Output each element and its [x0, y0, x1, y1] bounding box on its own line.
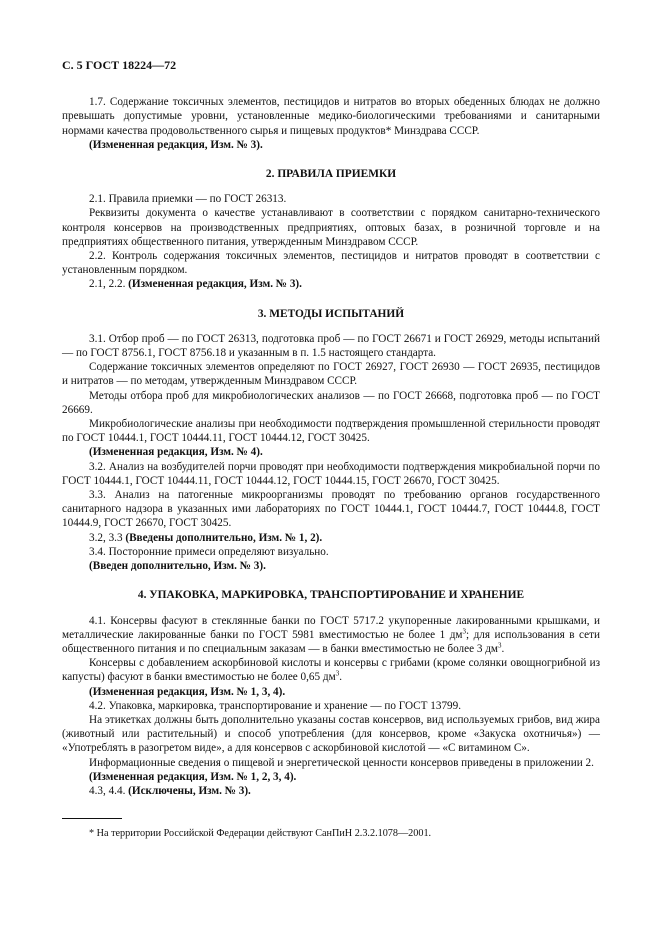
page-header: С. 5 ГОСТ 18224—72 [62, 58, 177, 72]
paragraph-3-1-sampling: Методы отбора проб для микробиологических анализов — по ГОСТ 26668, подготовка проб — по ГОСТ 26669. [62, 389, 600, 416]
paragraph-1-7: 1.7. Содержание токсичных элементов, пестицидов и нитратов во вторых обеденных блюдах не должно превышать допустимые уровни, установленные медико-биологическими требованиями и санитарными нормами качества продовольственного сырья и пищевых продуктов* Минздрава СССР. [62, 96, 600, 137]
amendment-note [62, 445, 600, 459]
amendment-text: (Измененная редакция, Изм. № 3). [89, 138, 263, 151]
paragraph-4-2-labels: На этикетках должны быть дополнительно указаны состав консервов, вид используемых грибов, вид жира (животный или растительный) и способ употребления (для консервов, кроме «Закуска охотничья») — «Употреблять в разогретом виде», а для консервов с аскорбиновой кислотой — «С витамином С». [62, 713, 600, 755]
paragraph-2-1-details: Реквизиты документа о качестве устанавливают в соответствии с порядком санитарно-технического контроля консервов на производственных предприятиях, оптовых базах, в розничной торговле и на предприятиях общественного питания, утвержденным Минздравом СССР. [62, 207, 600, 248]
paragraph-3-3: 3.3. Анализ на патогенные микроорганизмы проводят по требованию органов государственного санитарного надзора в указанных ими лабораториях по ГОСТ 10444.1, ГОСТ 10444.7, ГОСТ 10444.8, ГОСТ 10444.9, ГОСТ 26670, ГОСТ 30425. [62, 489, 600, 530]
paragraph-4-2: 4.2. Упаковка, маркировка, транспортирование и хранение — по ГОСТ 13799. [89, 699, 462, 712]
paragraph-3-1: 3.1. Отбор проб — по ГОСТ 26313, подготовка проб — по ГОСТ 26671 и ГОСТ 26929, методы испытаний — по ГОСТ 8756.1, ГОСТ 8756.18 и указанным в п. 1.5 настоящего стандарта. [62, 332, 600, 360]
clause-ref: 2.1, 2.2. [89, 278, 129, 291]
amendment-2-1-2-2 [62, 277, 600, 291]
paragraph-4-1-ascorbic [62, 656, 600, 684]
amendment-text: (Измененная редакция, Изм. № 3). [128, 278, 302, 291]
section-4-heading: 4. УПАКОВКА, МАРКИРОВКА, ТРАНСПОРТИРОВАНИЕ И ХРАНЕНИЕ [137, 589, 525, 602]
footnote-divider [62, 818, 122, 819]
paragraph-2-1: 2.1. Правила приемки — по ГОСТ 26313. [89, 193, 287, 206]
section-3-heading: 3. МЕТОДЫ ИСПЫТАНИЙ [257, 307, 405, 320]
paragraph-4-1 [62, 614, 600, 657]
footnote: * На территории Российской Федерации действуют СанПиН 2.3.2.1078—2001. [89, 828, 432, 840]
text-run: Консервы с добавлением аскорбиновой кислоты и консервы с грибами (кроме солянки овощногрибной из капусты) фасуют в банки вместимостью не более 0,65 дм [62, 657, 600, 684]
paragraph-2-2: 2.2. Контроль содержания токсичных элементов, пестицидов и нитратов проводят в соответствии с установленным порядком. [62, 250, 600, 277]
text-run: 4.1. Консервы фасуют в стеклянные банки по ГОСТ 5717.2 укупоренные лакированными крышками, и металлические лакированные банки по ГОСТ 5981 вместимостью не более 1 дм [62, 614, 600, 641]
amendment-note [62, 770, 600, 784]
paragraph-4-2-info: Информационные сведения о пищевой и энергетической ценности консервов приведены в приложении 2. [89, 756, 594, 769]
amendment-3-2-3-3 [62, 531, 600, 545]
amendment-text: (Введен дополнительно, Изм. № 3). [89, 560, 266, 573]
paragraph-3-4: 3.4. Посторонние примеси определяют визуально. [89, 545, 329, 558]
amendment-note [62, 138, 600, 152]
superscript: 3 [498, 641, 502, 650]
paragraph-3-1-toxic: Содержание токсичных элементов определяют по ГОСТ 26927, ГОСТ 26930 — ГОСТ 26935, пестицидов и нитратов — по методам, утвержденным Минздравом СССР. [62, 361, 600, 388]
amendment-text: (Введены дополнительно, Изм. № 1, 2). [125, 531, 323, 544]
text-run: . [501, 642, 505, 655]
document-page [62, 58, 600, 841]
paragraph-3-1-microbio: Микробиологические анализы при необходимости подтверждения промышленной стерильности проводят по ГОСТ 10444.1, ГОСТ 10444.11, ГОСТ 10444.12, ГОСТ 30425. [62, 418, 600, 445]
clause-ref: 4.3, 4.4. [89, 784, 129, 797]
amendment-text: (Исключены, Изм. № 3). [128, 784, 251, 797]
amendment-note [62, 685, 600, 699]
amendment-text: (Измененная редакция, Изм. № 1, 3, 4). [89, 685, 286, 698]
section-2-heading: 2. ПРАВИЛА ПРИЕМКИ [265, 168, 397, 181]
superscript: 3 [335, 669, 340, 678]
amendment-note [62, 559, 600, 573]
clause-ref: 3.2, 3.3 [89, 531, 126, 544]
amendment-text: (Измененная редакция, Изм. № 4). [89, 446, 263, 459]
amendment-text: (Измененная редакция, Изм. № 1, 2, 3, 4). [89, 770, 297, 783]
superscript: 3 [462, 626, 466, 635]
paragraph-3-2: 3.2. Анализ на возбудителей порчи проводят при необходимости подтверждения микробиальной порчи по ГОСТ 10444.1, ГОСТ 10444.11, ГОСТ 10444.12, ГОСТ 10444.15, ГОСТ 26670, ГОСТ 30425. [62, 460, 600, 487]
amendment-4-3-4-4 [62, 784, 600, 798]
text-run: ; для использования в сети общественного питания и по специальным заказам — в банки вместимостью не более 3 дм [62, 628, 600, 655]
text-run: . [339, 671, 342, 684]
